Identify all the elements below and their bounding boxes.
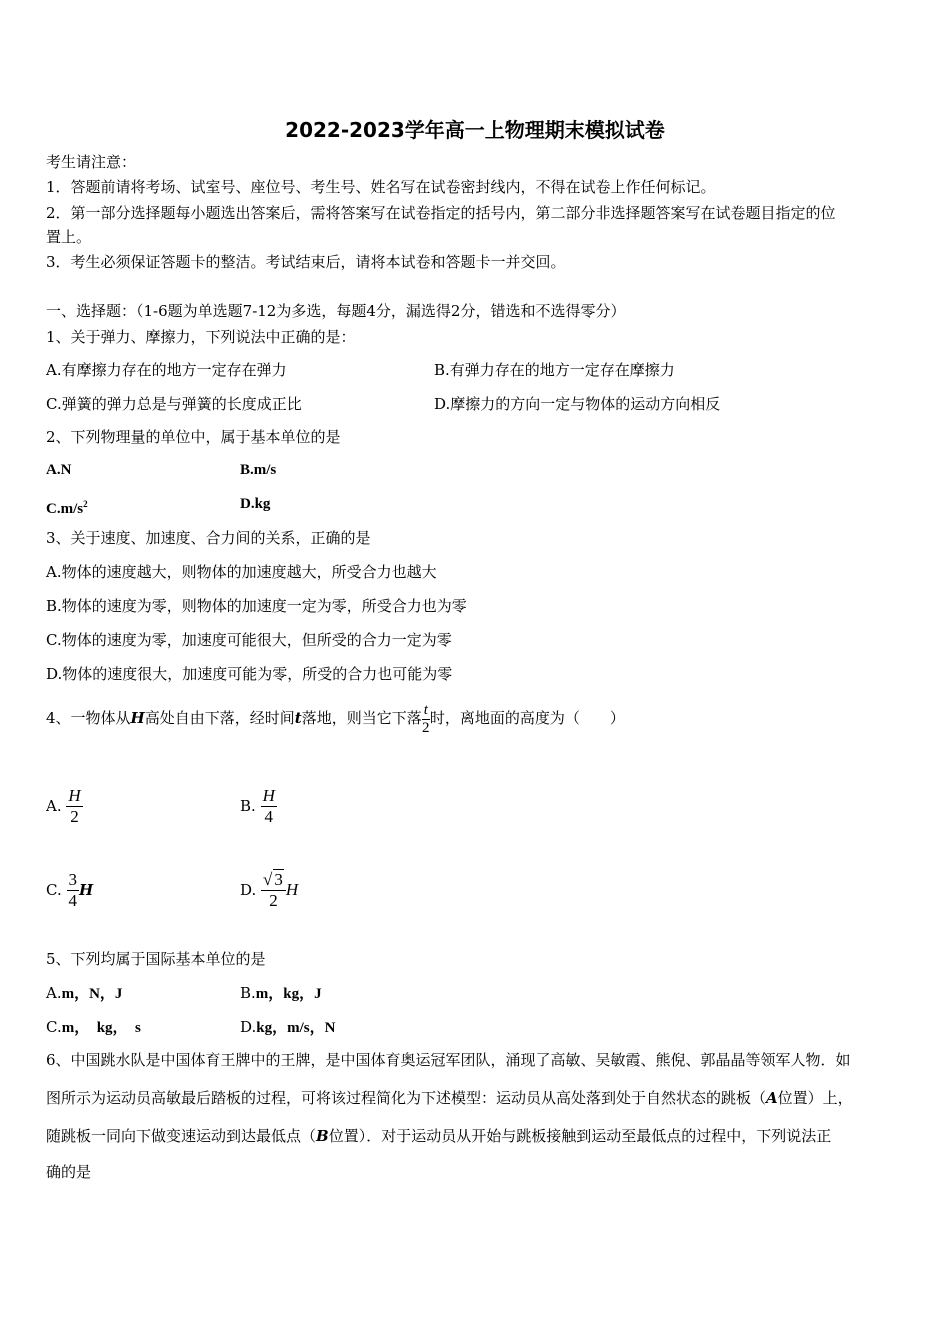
option-label: D. [240, 881, 257, 899]
fraction-numerator: t [423, 701, 428, 718]
fraction-numerator: H [68, 785, 81, 805]
question-3-option-d: D.物体的速度很大，加速度可能为零，所受的合力也可能为零 [46, 665, 453, 683]
question-6-line-3-end: 位置）．对于运动员从开始与跳板接触到运动至最低点的过程中，下列说法正 [328, 1127, 832, 1145]
question-3-option-b: B.物体的速度为零，则物体的加速度一定为零，所受合力也为零 [46, 597, 467, 615]
fraction-denominator: 2 [269, 891, 278, 910]
question-6-line-3 [46, 1126, 831, 1146]
option-label: C. [46, 1018, 62, 1036]
question-5-option-d-text: kg，m/s，N [256, 1020, 336, 1036]
question-6-line-2-text: 图所示为运动员高敏最后踏板的过程，可将该过程简化为下述模型：运动员从高处落到处于自然状态的跳板（ [46, 1089, 767, 1107]
notice-item-2-cont: 置上。 [46, 228, 92, 246]
question-2-option-a: A.N [46, 462, 72, 478]
question-5-option-a [46, 983, 122, 1004]
notice-heading: 考生请注意： [46, 153, 137, 171]
question-3-option-a-text: A.物体的速度越大，则物体的加速度越大，所受合力也越大 [46, 563, 437, 581]
question-4-option-c [46, 866, 93, 913]
option-label: C. [46, 881, 62, 899]
question-4-option-b-fraction [261, 786, 277, 827]
sqrt-radicand: 3 [274, 870, 283, 889]
fraction-denominator: 4 [264, 806, 273, 826]
question-6-var-b: B [316, 1127, 329, 1145]
question-5-option-c [46, 1017, 141, 1038]
fraction-denominator: 2 [422, 719, 430, 736]
page-title: 2022-2023学年高一上物理期末模拟试卷 [285, 118, 665, 142]
question-5-stem: 5、下列均属于国际基本单位的是 [46, 950, 266, 968]
question-4-stem-part-2: 高处自由下落，经时间 [144, 709, 295, 727]
question-4-option-a-fraction [66, 786, 82, 827]
question-5-option-b [240, 983, 322, 1004]
notice-item-1: 1．答题前请将考场、试室号、座位号、考生号、姓名写在试卷密封线内，不得在试卷上作任何标记。 [46, 178, 716, 196]
question-4-option-d-fraction [261, 869, 286, 911]
question-2-option-c-text: C.m/s [46, 501, 84, 517]
question-1-option-c: C.弹簧的弹力总是与弹簧的长度成正比 [46, 395, 302, 413]
fraction-denominator: 2 [70, 806, 79, 826]
question-4-fraction-t-over-2 [422, 702, 430, 737]
section-heading: 一、选择题：（1-6题为单选题7-12为多选，每题4分，漏选得2分，错选和不选得零分） [46, 302, 626, 320]
option-label: A. [46, 797, 62, 815]
question-6-line-2 [46, 1088, 853, 1108]
question-4-stem [46, 698, 625, 738]
question-1-option-b: B.有弹力存在的地方一定存在摩擦力 [434, 361, 675, 379]
option-label: D. [240, 1018, 257, 1036]
question-4-option-c-fraction [67, 870, 80, 911]
question-3-stem: 3、关于速度、加速度、合力间的关系，正确的是 [46, 529, 371, 547]
option-label: A. [46, 984, 62, 1002]
fraction-numerator: 3 [68, 869, 77, 889]
question-3-option-a [46, 562, 437, 582]
question-4-option-b [240, 782, 277, 829]
question-1-option-a: A.有摩擦力存在的地方一定存在弹力 [46, 361, 287, 379]
question-6-line-2-end: 位置）上， [777, 1089, 853, 1107]
question-5-option-b-text: m，kg，J [255, 986, 322, 1002]
question-2-option-c-superscript: 2 [83, 499, 88, 509]
question-4-option-c-var: H [79, 881, 94, 899]
notice-item-2: 2．第一部分选择题每小题选出答案后，需将答案写在试卷指定的括号内，第二部分非选择题答案写在试卷题目指定的位 [46, 204, 836, 222]
question-4-stem-part-3: 落地，则当它下落 [301, 709, 422, 727]
fraction-denominator: 4 [68, 890, 77, 910]
question-6-var-a: A [766, 1089, 778, 1107]
question-2-option-b: B.m/s [240, 462, 277, 478]
question-2-option-d: D.kg [240, 496, 271, 512]
question-3-option-c: C.物体的速度为零，加速度可能很大，但所受的合力一定为零 [46, 631, 452, 649]
question-5-option-c-text: m， kg， s [61, 1020, 141, 1036]
question-4-option-d-var: H [285, 880, 299, 899]
question-6-line-3-text: 随跳板一同向下做变速运动到达最低点（ [46, 1127, 317, 1145]
question-4-stem-part-1: 4、一物体从 [46, 709, 131, 727]
option-label: B. [240, 797, 256, 815]
question-4-option-a [46, 782, 83, 829]
question-1-stem: 1、关于弹力、摩擦力，下列说法中正确的是： [46, 328, 356, 346]
question-5-option-d [240, 1017, 335, 1038]
question-6-line-1: 6、中国跳水队是中国体育王牌中的王牌，是中国体育奥运冠军团队，涌现了高敏、吴敏霞、熊倪、郭晶晶等领军人物．如 [46, 1051, 851, 1069]
question-4-var-t: t [294, 709, 302, 727]
notice-item-3: 3．考生必须保证答题卡的整洁。考试结束后，请将本试卷和答题卡一并交回。 [46, 253, 566, 271]
fraction-numerator: √ 3 [261, 869, 286, 891]
question-4-var-h: H [130, 709, 145, 727]
question-4-option-d [240, 866, 298, 913]
question-2-stem: 2、下列物理量的单位中，属于基本单位的是 [46, 428, 341, 446]
question-4-stem-part-4: 时，离地面的高度为（ ） [429, 709, 625, 727]
option-label: B. [240, 984, 256, 1002]
question-6-line-4: 确的是 [46, 1163, 92, 1181]
question-1-option-d: D.摩擦力的方向一定与物体的运动方向相反 [434, 395, 721, 413]
fraction-numerator: H [262, 785, 275, 805]
question-2-option-c [46, 494, 88, 519]
question-5-option-a-text: m，N，J [61, 986, 123, 1002]
